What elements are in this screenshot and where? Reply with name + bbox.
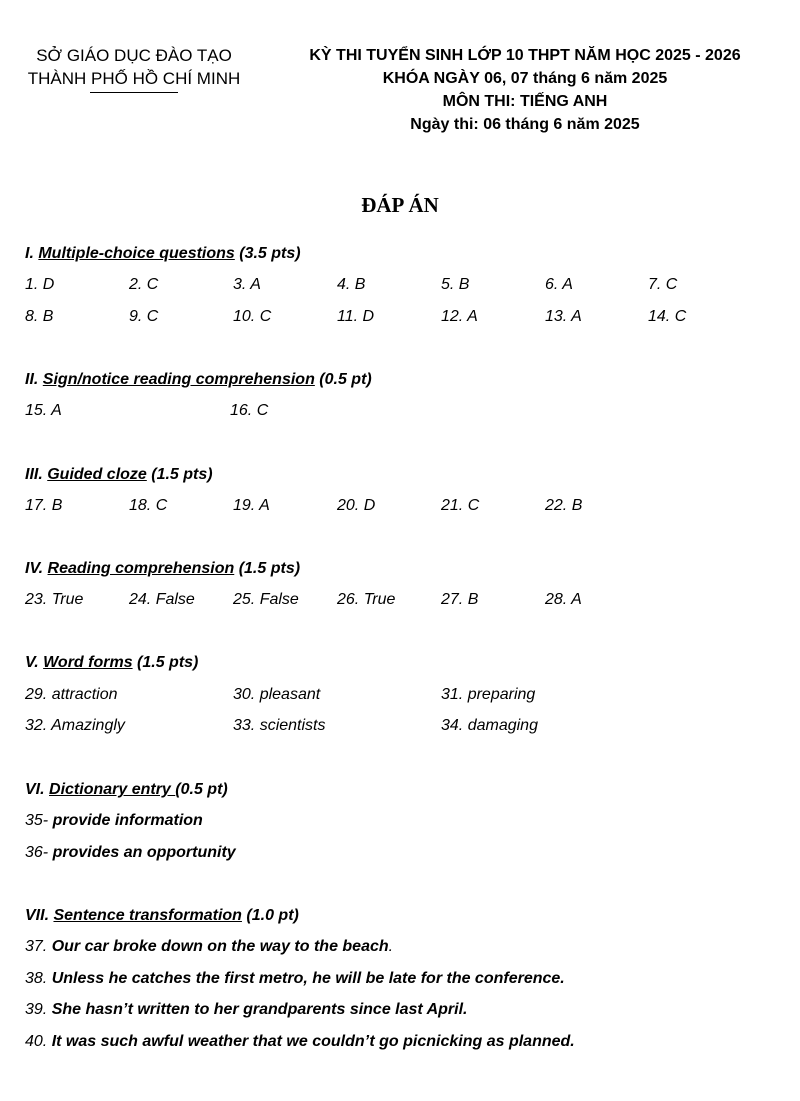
answer-item: 11. D xyxy=(337,308,375,325)
answer-item: 29. attraction xyxy=(25,686,118,703)
section-number: I. xyxy=(25,245,34,262)
answer-item: 14. C xyxy=(648,308,687,325)
answer-line xyxy=(25,812,203,830)
answer-item: 15. A xyxy=(25,402,62,419)
answer-item: 6. A xyxy=(545,276,573,293)
answer-item: 26. True xyxy=(337,591,396,608)
exam-subject: MÔN THI: TIẾNG ANH xyxy=(442,93,608,110)
department-line-1: SỞ GIÁO DỤC ĐÀO TẠO xyxy=(36,46,232,65)
answer-line xyxy=(25,1001,467,1019)
answer-row xyxy=(0,308,800,330)
section-points: (3.5 pts) xyxy=(234,245,301,262)
header-divider xyxy=(90,92,178,93)
answer-text: Unless he catches the first metro, he will be late for the conference. xyxy=(51,970,565,987)
department-header xyxy=(14,44,254,93)
section-name: Dictionary entry xyxy=(49,781,176,798)
answer-item: 34. damaging xyxy=(441,717,538,734)
answer-row xyxy=(0,717,800,739)
section-points: (1.5 pts) xyxy=(132,654,199,671)
answer-line xyxy=(25,844,236,862)
answer-item: 10. C xyxy=(233,308,272,325)
answer-item: 32. Amazingly xyxy=(25,717,125,734)
answer-end: . xyxy=(388,938,394,955)
section-heading-6 xyxy=(25,781,228,799)
answer-item: 17. B xyxy=(25,497,63,514)
section-points: (0.5 pt) xyxy=(314,371,372,388)
section-number: II. xyxy=(25,371,39,388)
section-name: Reading comprehension xyxy=(47,560,235,577)
answer-item: 4. B xyxy=(337,276,366,293)
answer-text: provide information xyxy=(52,812,203,829)
answer-line xyxy=(25,970,565,988)
department-line-2: THÀNH PHỐ HỒ CHÍ MINH xyxy=(27,69,241,88)
answer-item: 12. A xyxy=(441,308,478,325)
exam-date: Ngày thi: 06 tháng 6 năm 2025 xyxy=(410,116,640,133)
section-name: Multiple-choice questions xyxy=(38,245,235,262)
section-number: VI. xyxy=(25,781,45,798)
section-number: VII. xyxy=(25,907,50,924)
section-name: Word forms xyxy=(43,654,133,671)
answer-text: Our car broke down on the way to the beach xyxy=(51,938,389,955)
answer-item: 2. C xyxy=(129,276,159,293)
answer-row xyxy=(0,686,800,708)
answer-item: 3. A xyxy=(233,276,261,293)
answer-row xyxy=(0,591,800,613)
answer-item: 1. D xyxy=(25,276,55,293)
page-title: ĐÁP ÁN xyxy=(361,193,439,217)
answer-item: 31. preparing xyxy=(441,686,536,703)
section-name: Sign/notice reading comprehension xyxy=(42,371,315,388)
answer-number: 39. xyxy=(25,1001,48,1018)
answer-item: 19. A xyxy=(233,497,270,514)
section-heading-4 xyxy=(25,560,300,578)
answer-text: provides an opportunity xyxy=(52,844,236,861)
answer-item: 27. B xyxy=(441,591,479,608)
answer-item: 5. B xyxy=(441,276,470,293)
answer-number: 38. xyxy=(25,970,48,987)
answer-item: 24. False xyxy=(129,591,195,608)
answer-line xyxy=(25,938,393,956)
answer-row xyxy=(0,497,800,519)
section-number: IV. xyxy=(25,560,44,577)
section-name: Guided cloze xyxy=(47,466,147,483)
answer-text: She hasn’t written to her grandparents since last April. xyxy=(51,1001,468,1018)
exam-header xyxy=(275,44,775,136)
exam-title: KỲ THI TUYỂN SINH LỚP 10 THPT NĂM HỌC 2025 - 2026 xyxy=(309,47,741,64)
answer-row xyxy=(0,402,800,424)
answer-item: 13. A xyxy=(545,308,582,325)
answer-item: 33. scientists xyxy=(233,717,326,734)
answer-item: 7. C xyxy=(648,276,678,293)
answer-item: 30. pleasant xyxy=(233,686,321,703)
answer-item: 9. C xyxy=(129,308,159,325)
section-number: V. xyxy=(25,654,39,671)
answer-item: 16. C xyxy=(230,402,269,419)
section-points: (0.5 pt) xyxy=(175,781,228,798)
answer-item: 25. False xyxy=(233,591,299,608)
answer-number: 37. xyxy=(25,938,48,955)
answer-item: 28. A xyxy=(545,591,582,608)
answer-number: 40. xyxy=(25,1033,48,1050)
section-name: Sentence transformation xyxy=(53,907,242,924)
answer-item: 23. True xyxy=(25,591,84,608)
section-points: (1.5 pts) xyxy=(234,560,301,577)
answer-item: 20. D xyxy=(337,497,376,514)
section-heading-3 xyxy=(25,466,213,484)
answer-text: It was such awful weather that we couldn’t go picnicking as planned. xyxy=(51,1033,575,1050)
section-heading-2 xyxy=(25,371,372,389)
answer-item: 22. B xyxy=(545,497,583,514)
exam-session: KHÓA NGÀY 06, 07 tháng 6 năm 2025 xyxy=(382,70,668,87)
section-points: (1.5 pts) xyxy=(146,466,213,483)
section-heading-7 xyxy=(25,907,299,925)
answer-number: 36- xyxy=(25,844,49,861)
section-heading-5 xyxy=(25,654,198,672)
answer-number: 35- xyxy=(25,812,49,829)
section-number: III. xyxy=(25,466,43,483)
answer-item: 18. C xyxy=(129,497,168,514)
section-points: (1.0 pt) xyxy=(241,907,299,924)
answer-item: 8. B xyxy=(25,308,54,325)
answer-row xyxy=(0,276,800,298)
answer-line xyxy=(25,1033,575,1051)
section-heading-1 xyxy=(25,245,301,263)
answer-item: 21. C xyxy=(441,497,480,514)
